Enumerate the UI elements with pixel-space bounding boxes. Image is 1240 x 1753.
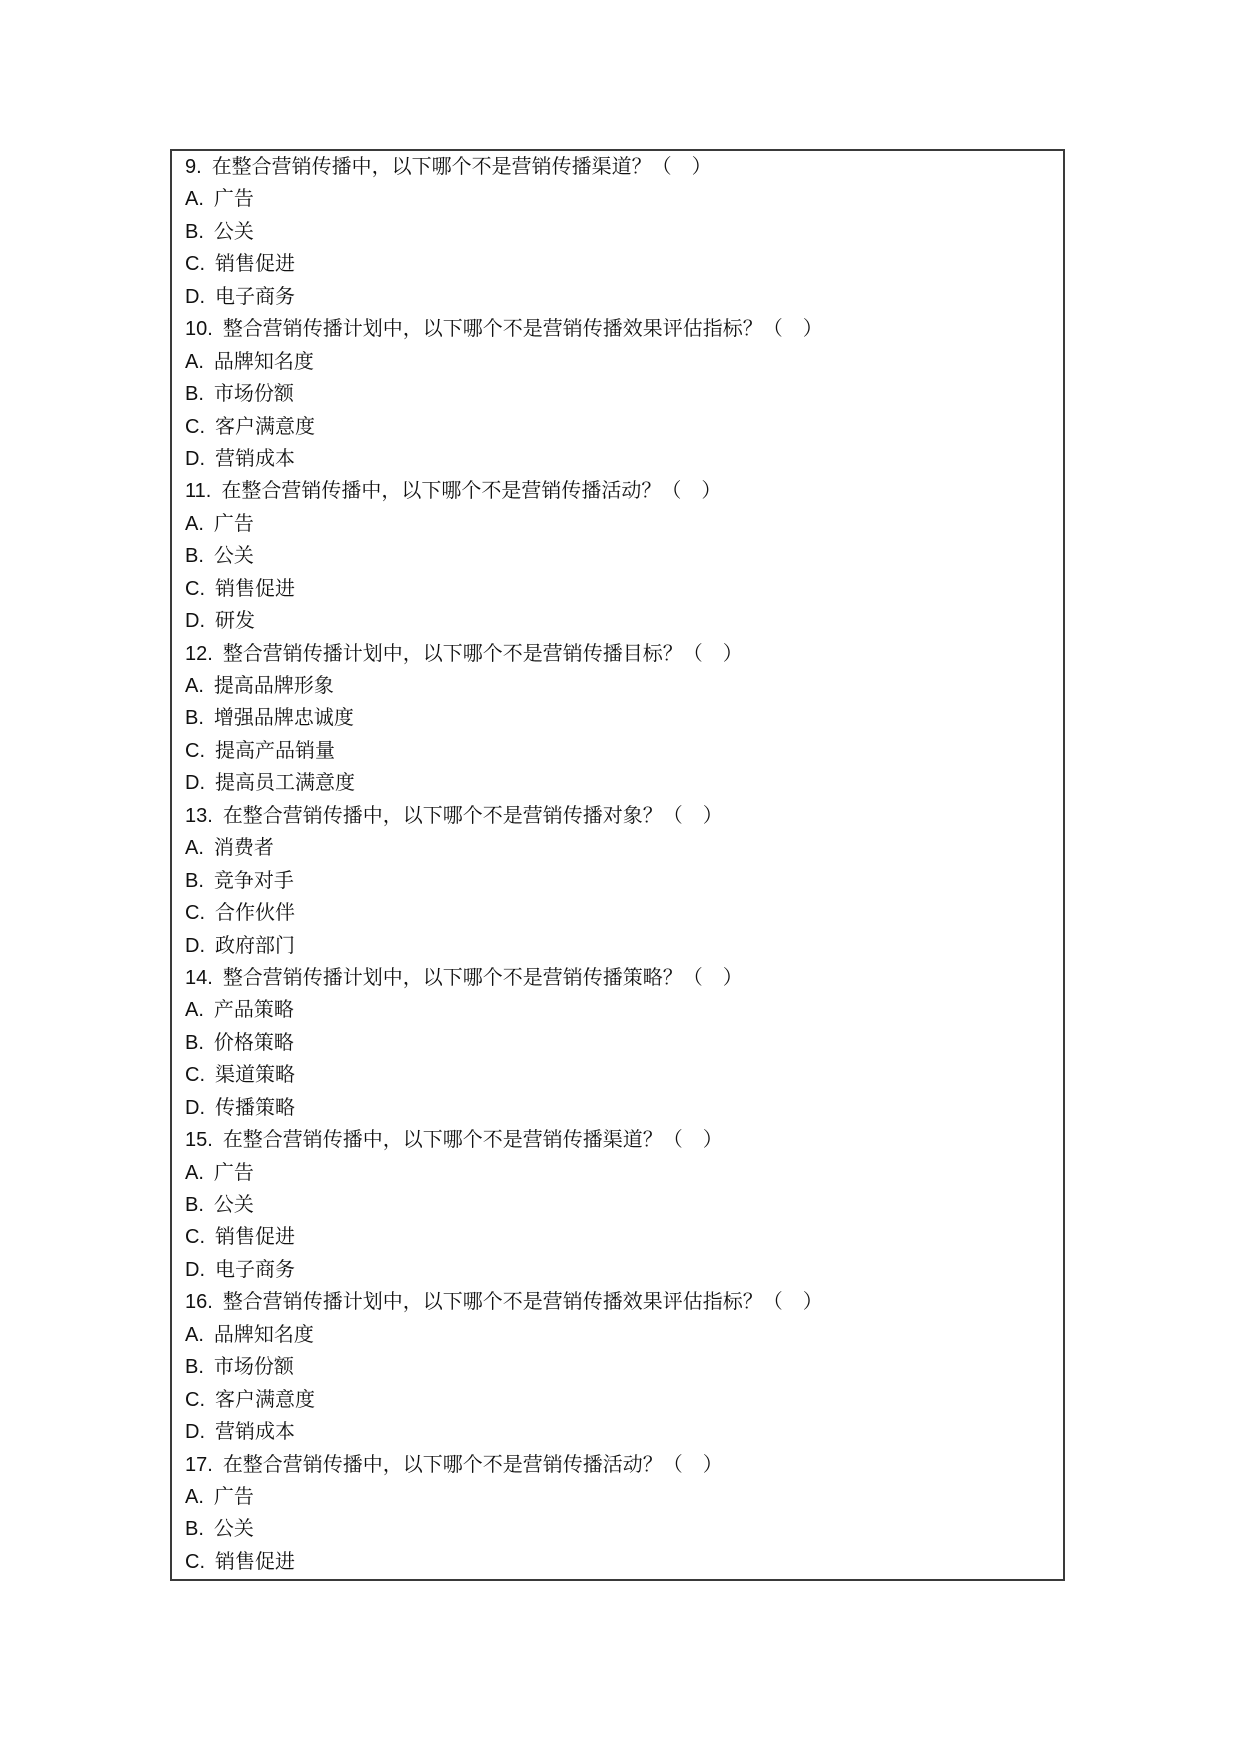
- option-line: [185, 605, 1051, 637]
- question-line: [185, 638, 1051, 670]
- option-letter: A.: [185, 999, 204, 1022]
- question-number: 14.: [185, 966, 213, 989]
- option-letter: D.: [185, 285, 205, 308]
- question-line: [185, 475, 1051, 507]
- option-text: 提高产品销量: [215, 739, 335, 762]
- option-text: 公关: [213, 1518, 254, 1541]
- option-line: [185, 573, 1051, 605]
- option-line: [185, 1157, 1051, 1189]
- option-letter: B.: [185, 383, 204, 406]
- option-letter: D.: [185, 772, 205, 795]
- question-number: 17.: [185, 1453, 213, 1476]
- option-text: 营销成本: [215, 447, 295, 470]
- option-letter: A.: [185, 837, 204, 860]
- option-line: [185, 670, 1051, 702]
- question-number: 9.: [185, 156, 202, 178]
- question-text: 在整合营销传播中，以下哪个不是营销传播活动？（ ）: [221, 480, 722, 503]
- question-box: [170, 149, 1065, 1581]
- option-text: 营销成本: [215, 1421, 295, 1444]
- option-line: [185, 735, 1051, 767]
- question-text: 在整合营销传播中，以下哪个不是营销传播渠道？（ ）: [211, 156, 712, 178]
- option-line: [185, 1384, 1051, 1416]
- option-text: 公关: [213, 1194, 254, 1216]
- option-letter: D.: [185, 934, 205, 957]
- option-line: [185, 1254, 1051, 1286]
- question-text: 整合营销传播计划中，以下哪个不是营销传播目标？（ ）: [222, 642, 743, 665]
- option-text: 提高员工满意度: [215, 772, 355, 795]
- option-text: 政府部门: [215, 934, 295, 957]
- option-line: [185, 1546, 1051, 1578]
- question-line: [185, 1286, 1051, 1318]
- option-line: [185, 411, 1051, 443]
- question-text: 整合营销传播计划中，以下哪个不是营销传播策略？（ ）: [222, 966, 743, 989]
- option-text: 销售促进: [215, 1226, 295, 1249]
- option-text: 客户满意度: [215, 415, 315, 438]
- option-letter: A.: [185, 1161, 204, 1184]
- question-number: 10.: [185, 318, 213, 341]
- option-letter: C.: [185, 1064, 205, 1087]
- option-line: [185, 1092, 1051, 1124]
- option-letter: B.: [185, 1518, 204, 1541]
- option-letter: C.: [185, 253, 205, 276]
- option-text: 销售促进: [215, 577, 295, 600]
- option-line: [185, 702, 1051, 734]
- option-text: 提高品牌形象: [213, 675, 334, 697]
- option-text: 渠道策略: [215, 1064, 295, 1087]
- option-line: [185, 346, 1051, 378]
- option-text: 市场份额: [213, 1356, 294, 1379]
- option-letter: B.: [185, 1356, 204, 1379]
- option-text: 品牌知名度: [213, 350, 314, 373]
- question-number: 13.: [185, 804, 213, 827]
- option-letter: B.: [185, 220, 204, 243]
- option-text: 电子商务: [215, 285, 295, 308]
- question-text: 在整合营销传播中，以下哪个不是营销传播活动？（ ）: [222, 1453, 723, 1476]
- question-line: [185, 800, 1051, 832]
- option-letter: D.: [185, 1258, 205, 1281]
- option-line: [185, 1513, 1051, 1545]
- option-letter: B.: [185, 1194, 204, 1216]
- option-letter: B.: [185, 1031, 204, 1054]
- option-line: [185, 930, 1051, 962]
- question-line: [185, 962, 1051, 994]
- question-number: 15.: [185, 1129, 213, 1152]
- option-text: 竞争对手: [213, 869, 294, 892]
- option-text: 电子商务: [215, 1258, 295, 1281]
- option-line: [185, 540, 1051, 572]
- option-line: [185, 443, 1051, 475]
- option-text: 传播策略: [215, 1096, 295, 1119]
- question-number: 12.: [185, 642, 213, 665]
- option-line: [185, 994, 1051, 1026]
- option-line: [185, 1059, 1051, 1091]
- option-text: 公关: [213, 545, 254, 568]
- option-line: [185, 1351, 1051, 1383]
- option-line: [185, 1481, 1051, 1513]
- option-line: [185, 1189, 1051, 1221]
- option-letter: D.: [185, 1421, 205, 1444]
- option-text: 品牌知名度: [213, 1323, 314, 1346]
- option-line: [185, 767, 1051, 799]
- option-line: [185, 832, 1051, 864]
- question-line: [185, 1449, 1051, 1481]
- option-text: 研发: [215, 610, 255, 633]
- option-text: 广告: [213, 188, 254, 211]
- option-text: 产品策略: [213, 999, 294, 1022]
- option-letter: A.: [185, 512, 204, 535]
- option-letter: C.: [185, 1388, 205, 1411]
- option-letter: A.: [185, 1323, 204, 1346]
- option-text: 广告: [213, 1161, 254, 1184]
- option-line: [185, 248, 1051, 280]
- question-text: 在整合营销传播中，以下哪个不是营销传播渠道？（ ）: [222, 1129, 723, 1152]
- option-letter: D.: [185, 610, 205, 633]
- question-text: 整合营销传播计划中，以下哪个不是营销传播效果评估指标？（ ）: [222, 318, 823, 341]
- option-text: 价格策略: [213, 1031, 294, 1054]
- option-letter: A.: [185, 1485, 204, 1508]
- option-letter: C.: [185, 1226, 205, 1249]
- option-line: [185, 183, 1051, 215]
- option-text: 市场份额: [213, 383, 294, 406]
- question-text: 整合营销传播计划中，以下哪个不是营销传播效果评估指标？（ ）: [222, 1291, 823, 1314]
- option-letter: B.: [185, 707, 204, 730]
- option-line: [185, 1221, 1051, 1253]
- option-letter: C.: [185, 1550, 205, 1573]
- option-letter: B.: [185, 869, 204, 892]
- option-line: [185, 281, 1051, 313]
- option-text: 广告: [213, 512, 254, 535]
- option-letter: C.: [185, 739, 205, 762]
- option-line: [185, 1319, 1051, 1351]
- option-letter: A.: [185, 188, 204, 211]
- option-text: 增强品牌忠诚度: [213, 707, 354, 730]
- option-letter: C.: [185, 902, 205, 925]
- option-text: 销售促进: [215, 1550, 295, 1573]
- question-line: [185, 1124, 1051, 1156]
- question-text: 在整合营销传播中，以下哪个不是营销传播对象？（ ）: [222, 804, 723, 827]
- option-text: 销售促进: [215, 253, 295, 276]
- option-line: [185, 1027, 1051, 1059]
- option-text: 公关: [213, 220, 254, 243]
- option-letter: A.: [185, 350, 204, 373]
- option-text: 广告: [213, 1485, 254, 1508]
- option-letter: D.: [185, 447, 205, 470]
- question-number: 16.: [185, 1291, 213, 1314]
- option-letter: B.: [185, 545, 204, 568]
- question-line: [185, 151, 1051, 183]
- option-letter: D.: [185, 1096, 205, 1119]
- option-letter: A.: [185, 675, 204, 697]
- option-line: [185, 378, 1051, 410]
- option-letter: C.: [185, 577, 205, 600]
- option-letter: C.: [185, 415, 205, 438]
- option-text: 消费者: [213, 837, 274, 860]
- option-line: [185, 508, 1051, 540]
- option-text: 客户满意度: [215, 1388, 315, 1411]
- question-number: 11.: [185, 480, 212, 503]
- option-line: [185, 897, 1051, 929]
- option-line: [185, 865, 1051, 897]
- question-line: [185, 313, 1051, 345]
- option-text: 合作伙伴: [215, 902, 295, 925]
- option-line: [185, 1416, 1051, 1448]
- option-line: [185, 216, 1051, 248]
